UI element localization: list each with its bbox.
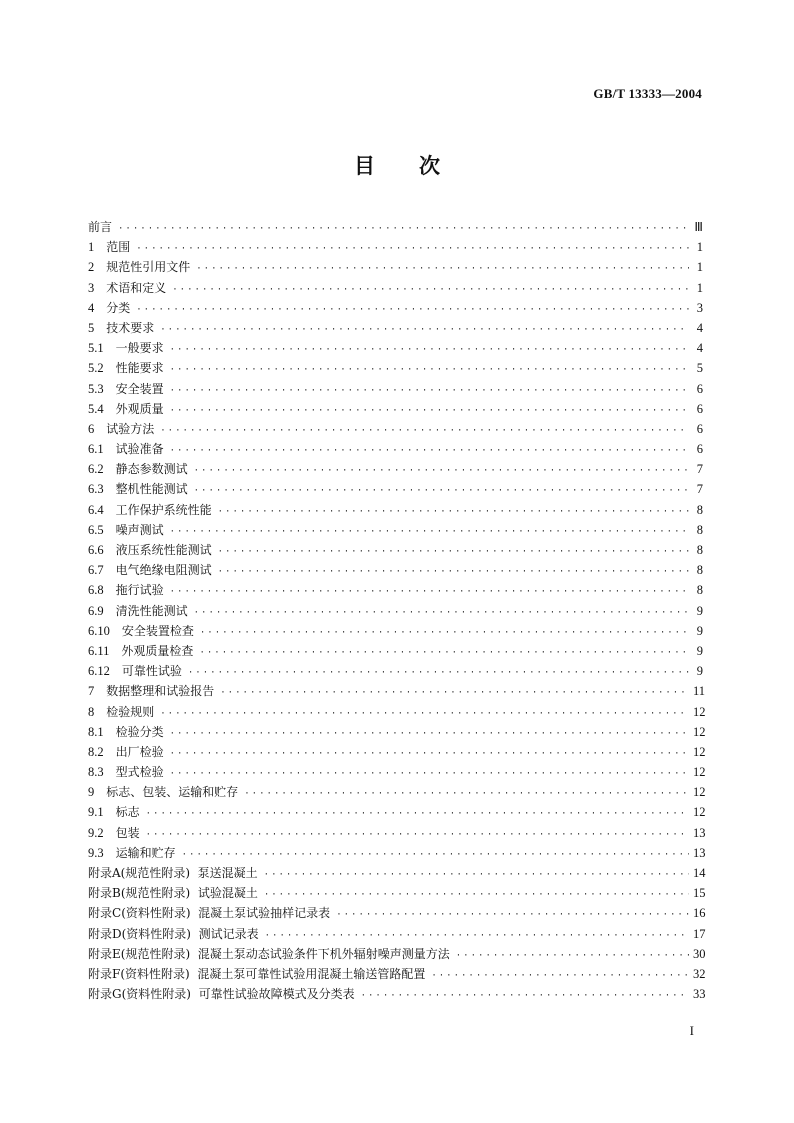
toc-entry-page: 9	[696, 643, 703, 658]
toc-entry[interactable]	[88, 802, 706, 822]
toc-entry-number: 附录B	[88, 886, 121, 901]
toc-entry-page: 33	[693, 987, 706, 1002]
toc-entry-label: 安全装置检查	[121, 623, 194, 638]
toc-dot-leader	[170, 401, 689, 421]
toc-entry-number: 6.6	[88, 543, 104, 557]
toc-entry-page: 8	[696, 522, 703, 537]
toc-entry-label: 分类	[106, 300, 131, 315]
toc-entry-label: 范围	[106, 240, 131, 255]
toc-entry-number: 附录G	[88, 987, 122, 1002]
toc-entry-page: 9	[696, 623, 703, 638]
toc-entry[interactable]	[88, 560, 703, 580]
toc-dot-leader	[170, 582, 689, 602]
toc-entry-number: 9.1	[88, 805, 104, 820]
toc-entry[interactable]	[88, 217, 703, 237]
toc-entry-page: 3	[696, 300, 703, 315]
toc-entry-number: 6.5	[88, 522, 104, 537]
toc-dot-leader	[244, 784, 689, 804]
toc-entry[interactable]	[88, 924, 706, 944]
toc-entry-number: 6.9	[88, 603, 104, 618]
toc-entry[interactable]	[88, 782, 706, 802]
toc-dot-leader	[336, 905, 689, 925]
toc-entry[interactable]	[88, 681, 706, 701]
toc-entry[interactable]	[88, 257, 703, 277]
toc-entry-label: 型式检验	[115, 765, 164, 780]
toc-entry-page: 16	[693, 906, 706, 921]
toc-entry-page: 6	[696, 442, 703, 457]
toc-entry-label: 前言	[88, 220, 113, 234]
toc-dot-leader	[170, 441, 689, 461]
toc-entry-page: 14	[693, 866, 706, 880]
toc-entry[interactable]	[88, 580, 703, 600]
toc-dot-leader	[172, 280, 689, 300]
toc-entry-label: 噪声测试	[115, 522, 164, 537]
toc-entry[interactable]	[88, 762, 706, 782]
toc-entry-number: 6.1	[88, 442, 104, 457]
toc-entry-label: 电气绝缘电阻测试	[115, 563, 212, 578]
toc-entry[interactable]	[88, 500, 703, 520]
toc-dot-leader	[170, 360, 689, 380]
toc-entry-label: 试验方法	[106, 421, 155, 436]
toc-entry-page: 13	[693, 825, 706, 840]
toc-entry-label: 出厂检验	[115, 744, 164, 759]
toc-entry-label: 技术要求	[106, 320, 155, 335]
toc-entry[interactable]	[88, 237, 703, 257]
toc-entry-number: 6	[88, 421, 95, 436]
toc-entry-page: 8	[696, 583, 703, 598]
toc-dot-leader	[218, 562, 689, 582]
toc-entry[interactable]	[88, 278, 703, 298]
toc-entry-page: 30	[693, 946, 706, 961]
toc-dot-leader	[170, 522, 689, 542]
toc-dot-leader	[170, 724, 689, 744]
toc-dot-leader	[160, 320, 689, 340]
toc-dot-leader	[160, 704, 689, 724]
toc-entry-number: 5.2	[88, 361, 104, 376]
toc-entry-number: 附录E	[88, 946, 121, 961]
toc-dot-leader	[146, 804, 689, 824]
toc-entry[interactable]	[88, 479, 703, 499]
toc-dot-leader	[220, 683, 689, 703]
toc-entry[interactable]	[88, 863, 706, 883]
toc-entry[interactable]	[88, 399, 703, 419]
toc-entry-number: 1	[88, 240, 95, 255]
toc-entry[interactable]	[88, 540, 703, 560]
toc-entry[interactable]	[88, 903, 706, 923]
toc-entry-number: 7	[88, 684, 95, 699]
toc-entry[interactable]	[88, 298, 703, 318]
toc-entry-number: 附录D	[88, 926, 122, 941]
toc-entry-label: (资料性附录) 测试记录表	[121, 926, 259, 941]
toc-entry-page: 13	[693, 845, 706, 860]
toc-entry-page: 1	[696, 240, 703, 255]
toc-entry-label: 安全装置	[115, 381, 164, 396]
toc-entry-label: 标志	[115, 805, 140, 820]
toc-entry-page: 6	[696, 421, 703, 436]
toc-entry-label: 数据整理和试验报告	[106, 684, 215, 699]
toc-dot-leader	[136, 300, 689, 320]
toc-dot-leader	[170, 764, 689, 784]
toc-entry[interactable]	[88, 883, 706, 903]
toc-entry-label: 工作保护系统性能	[115, 502, 212, 517]
toc-entry[interactable]	[88, 742, 706, 762]
toc-entry-number: 附录A	[88, 866, 121, 880]
toc-dot-leader	[194, 603, 689, 623]
toc-entry-label: 整机性能测试	[115, 482, 188, 497]
toc-entry-page: 1	[696, 260, 703, 275]
toc-entry-page: 11	[693, 684, 706, 699]
toc-entry-page: 12	[693, 805, 706, 820]
toc-dot-leader	[194, 481, 689, 501]
toc-entry-number: 9.2	[88, 825, 104, 840]
toc-entry-label: 包装	[115, 825, 140, 840]
toc-dot-leader	[218, 542, 689, 562]
toc-entry-label: 拖行试验	[115, 583, 164, 598]
toc-entry-label: 规范性引用文件	[106, 260, 191, 275]
toc-entry-page: 32	[693, 966, 706, 981]
toc-entry-number: 8.1	[88, 724, 104, 739]
toc-entry-label: 标志、包装、运输和贮存	[106, 785, 239, 800]
toc-dot-leader	[136, 239, 689, 259]
toc-entry-page: 12	[693, 724, 706, 739]
toc-dot-leader	[431, 966, 689, 986]
toc-entry-page: 8	[696, 543, 703, 557]
toc-entry-page: 9	[696, 603, 703, 618]
table-of-contents	[88, 217, 706, 1004]
toc-entry-label: 检验规则	[106, 704, 155, 719]
toc-entry-number: 4	[88, 300, 95, 315]
toc-entry-label: (规范性附录) 泵送混凝土	[120, 866, 258, 880]
toc-entry-label: 术语和定义	[106, 280, 167, 295]
page-number: I	[689, 1023, 694, 1038]
toc-entry[interactable]	[88, 944, 706, 964]
toc-entry-page: 5	[696, 361, 703, 376]
toc-entry-number: 5	[88, 320, 95, 335]
toc-entry-number: 6.12	[88, 664, 110, 679]
toc-entry-number: 5.4	[88, 401, 104, 416]
toc-entry[interactable]	[88, 964, 706, 984]
toc-entry[interactable]	[88, 823, 706, 843]
toc-entry-label: 运输和贮存	[115, 845, 176, 860]
toc-entry-label: (资料性附录) 混凝土泵试验抽样记录表	[121, 906, 331, 921]
toc-entry-label: (资料性附录) 混凝土泵可靠性试验用混凝土输送管路配置	[120, 966, 426, 981]
toc-dot-leader	[170, 340, 689, 360]
toc-entry-page: 12	[693, 785, 706, 800]
toc-entry-number: 3	[88, 280, 95, 295]
toc-entry-page: 12	[693, 744, 706, 759]
toc-entry-number: 8	[88, 704, 95, 719]
toc-dot-leader	[265, 926, 689, 946]
toc-entry[interactable]	[88, 520, 703, 540]
toc-entry[interactable]	[88, 621, 703, 641]
toc-dot-leader	[170, 744, 689, 764]
toc-dot-leader	[160, 421, 689, 441]
toc-entry-number: 8.2	[88, 744, 104, 759]
toc-dot-leader	[182, 845, 689, 865]
toc-entry-label: 一般要求	[115, 341, 164, 356]
toc-entry-label: 外观质量	[115, 401, 164, 416]
toc-entry-number: 附录F	[88, 966, 121, 981]
toc-entry-page: 4	[696, 320, 703, 335]
toc-entry-page: 7	[696, 482, 703, 497]
toc-dot-leader	[118, 219, 689, 239]
toc-entry-page: 1	[696, 280, 703, 295]
toc-entry-number: 2	[88, 260, 95, 275]
toc-entry-number: 附录C	[88, 906, 122, 921]
page-title: 目次	[354, 154, 484, 178]
toc-dot-leader	[200, 623, 689, 643]
toc-entry-number: 6.3	[88, 482, 104, 497]
toc-entry[interactable]	[88, 419, 703, 439]
toc-entry[interactable]	[88, 439, 703, 459]
toc-entry[interactable]	[88, 358, 703, 378]
toc-entry-number: 6.11	[88, 643, 110, 658]
toc-entry[interactable]	[88, 661, 703, 681]
toc-entry-label: 试验准备	[115, 442, 164, 457]
toc-entry-label: 液压系统性能测试	[115, 543, 212, 557]
toc-entry-label: (资料性附录) 可靠性试验故障模式及分类表	[121, 987, 355, 1002]
toc-entry-page: 4	[696, 341, 703, 356]
toc-entry-page: 6	[696, 401, 703, 416]
toc-entry-number: 9	[88, 785, 95, 800]
toc-entry-page: Ⅲ	[694, 220, 703, 234]
toc-entry-label: (规范性附录) 混凝土泵动态试验条件下机外辐射噪声测量方法	[120, 946, 450, 961]
toc-entry[interactable]	[88, 601, 703, 621]
toc-entry-number: 6.10	[88, 623, 110, 638]
toc-entry-number: 6.4	[88, 502, 104, 517]
toc-dot-leader	[170, 381, 689, 401]
toc-entry-label: 性能要求	[115, 361, 164, 376]
toc-dot-leader	[196, 259, 689, 279]
toc-entry-page: 7	[696, 462, 703, 477]
toc-entry-label: 可靠性试验	[121, 664, 182, 679]
toc-entry-page: 9	[696, 664, 703, 679]
toc-entry-label: 检验分类	[115, 724, 164, 739]
toc-entry[interactable]	[88, 338, 703, 358]
toc-dot-leader	[456, 946, 689, 966]
toc-dot-leader	[361, 986, 689, 1006]
toc-entry-page: 17	[693, 926, 706, 941]
toc-entry[interactable]	[88, 459, 703, 479]
toc-entry[interactable]	[88, 379, 703, 399]
toc-entry[interactable]	[88, 702, 706, 722]
toc-dot-leader	[264, 865, 689, 885]
toc-dot-leader	[188, 663, 689, 683]
toc-entry-number: 5.1	[88, 341, 104, 356]
toc-entry-number: 8.3	[88, 765, 104, 780]
toc-entry-number: 9.3	[88, 845, 104, 860]
toc-dot-leader	[218, 502, 689, 522]
toc-entry[interactable]	[88, 984, 706, 1004]
toc-entry-number: 6.2	[88, 462, 104, 477]
toc-entry-label: 外观质量检查	[121, 643, 194, 658]
toc-entry[interactable]	[88, 722, 706, 742]
toc-entry[interactable]	[88, 318, 703, 338]
toc-dot-leader	[199, 643, 689, 663]
toc-entry-page: 8	[696, 502, 703, 517]
toc-dot-leader	[194, 461, 689, 481]
toc-entry[interactable]	[88, 641, 703, 661]
toc-entry-number: 6.8	[88, 583, 104, 598]
toc-entry-page: 15	[693, 886, 706, 901]
toc-entry-label: (规范性附录) 试验混凝土	[120, 886, 258, 901]
toc-entry-page: 8	[696, 563, 703, 578]
toc-entry-page: 12	[693, 765, 706, 780]
toc-entry-number: 5.3	[88, 381, 104, 396]
standard-code: GB/T 13333—2004	[593, 86, 702, 101]
toc-dot-leader	[264, 885, 689, 905]
toc-dot-leader	[146, 825, 689, 845]
toc-entry-label: 清洗性能测试	[115, 603, 188, 618]
toc-entry-label: 静态参数测试	[115, 462, 188, 477]
toc-entry[interactable]	[88, 843, 706, 863]
toc-entry-page: 12	[693, 704, 706, 719]
toc-entry-page: 6	[696, 381, 703, 396]
toc-entry-number: 6.7	[88, 563, 104, 578]
